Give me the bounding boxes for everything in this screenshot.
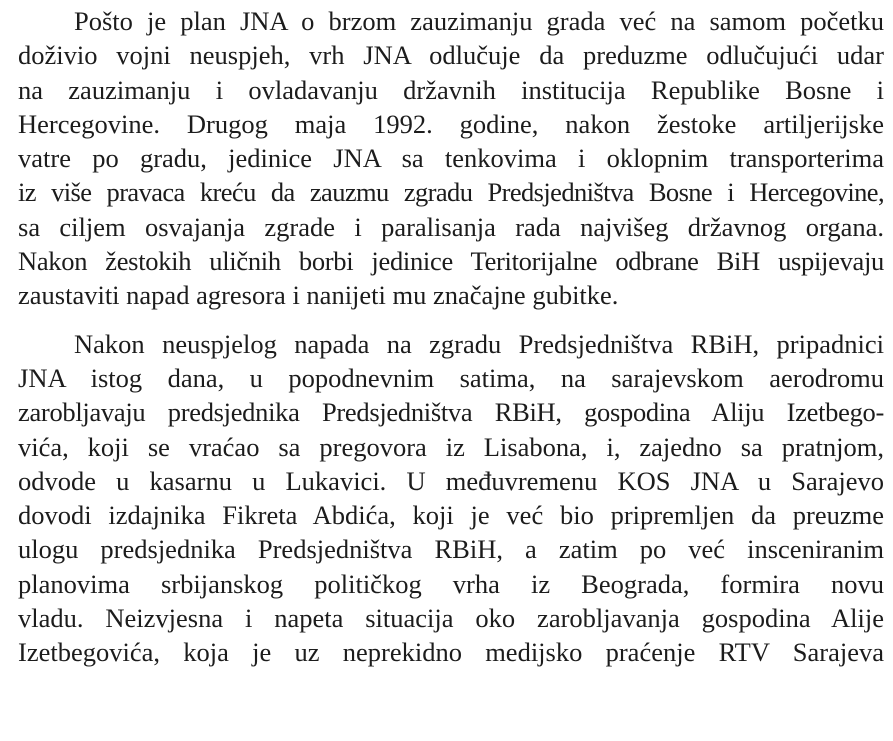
text-line: Nakon neuspjelog napada na zgradu Predsjedništva RBiH, pripadnici — [74, 328, 884, 359]
paragraph-2 — [18, 327, 884, 670]
text-line: planovima srbijanskog političkog vrha iz Beograda, formira novu — [18, 568, 884, 599]
text-line: vatre po gradu, jedinice JNA sa tenkovima i oklopnim transporterima — [18, 143, 884, 174]
text-line: iz više pravaca kreću da zauzmu zgradu Predsjedništva Bosne i Hercegovine, — [18, 177, 884, 208]
text-line: ulogu predsjednika Predsjedništva RBiH, a zatim po već insceniranim — [18, 534, 884, 565]
text-line: odvode u kasarnu u Lukavici. U međuvremenu KOS JNA u Sarajevo — [18, 465, 884, 496]
text-line: zarobljavaju predsjednika Predsjedništva RBiH, gospodina Aliju Izetbego- — [18, 397, 884, 428]
text-line: Hercegovine. Drugog maja 1992. godine, nakon žestoke artiljerijske — [18, 108, 884, 139]
text-line: vića, koji se vraćao sa pregovora iz Lisabona, i, zajedno sa pratnjom, — [18, 431, 884, 462]
text-line: na zauzimanju i ovladavanju državnih institucija Republike Bosne i — [18, 74, 884, 105]
text-line: Nakon žestokih uličnih borbi jedinice Teritorijalne odbrane BiH uspijevaju — [18, 246, 884, 277]
text-line: Pošto je plan JNA o brzom zauzimanju grada već na samom početku — [74, 6, 884, 36]
document-page — [18, 0, 884, 670]
paragraph-1 — [18, 0, 884, 313]
text-line: dovodi izdajnika Fikreta Abdića, koji je već bio pripremljen da preuzme — [18, 500, 884, 531]
text-line: sa ciljem osvajanja zgrade i paralisanja rada najvišeg državnog organa. — [18, 211, 884, 242]
text-line: Izetbegovića, koja je uz neprekidno medijsko praćenje RTV Sarajeva — [18, 637, 884, 668]
text-line: doživio vojni neuspjeh, vrh JNA odlučuje da preduzme odlučujući udar — [18, 40, 884, 71]
text-line: vladu. Neizvjesna i napeta situacija oko zarobljavanja gospodina Alije — [18, 603, 884, 634]
text-line: JNA istog dana, u popodnevnim satima, na sarajevskom aerodromu — [18, 362, 884, 393]
text-line: zaustaviti napad agresora i nanijeti mu značajne gubitke. — [18, 280, 619, 311]
